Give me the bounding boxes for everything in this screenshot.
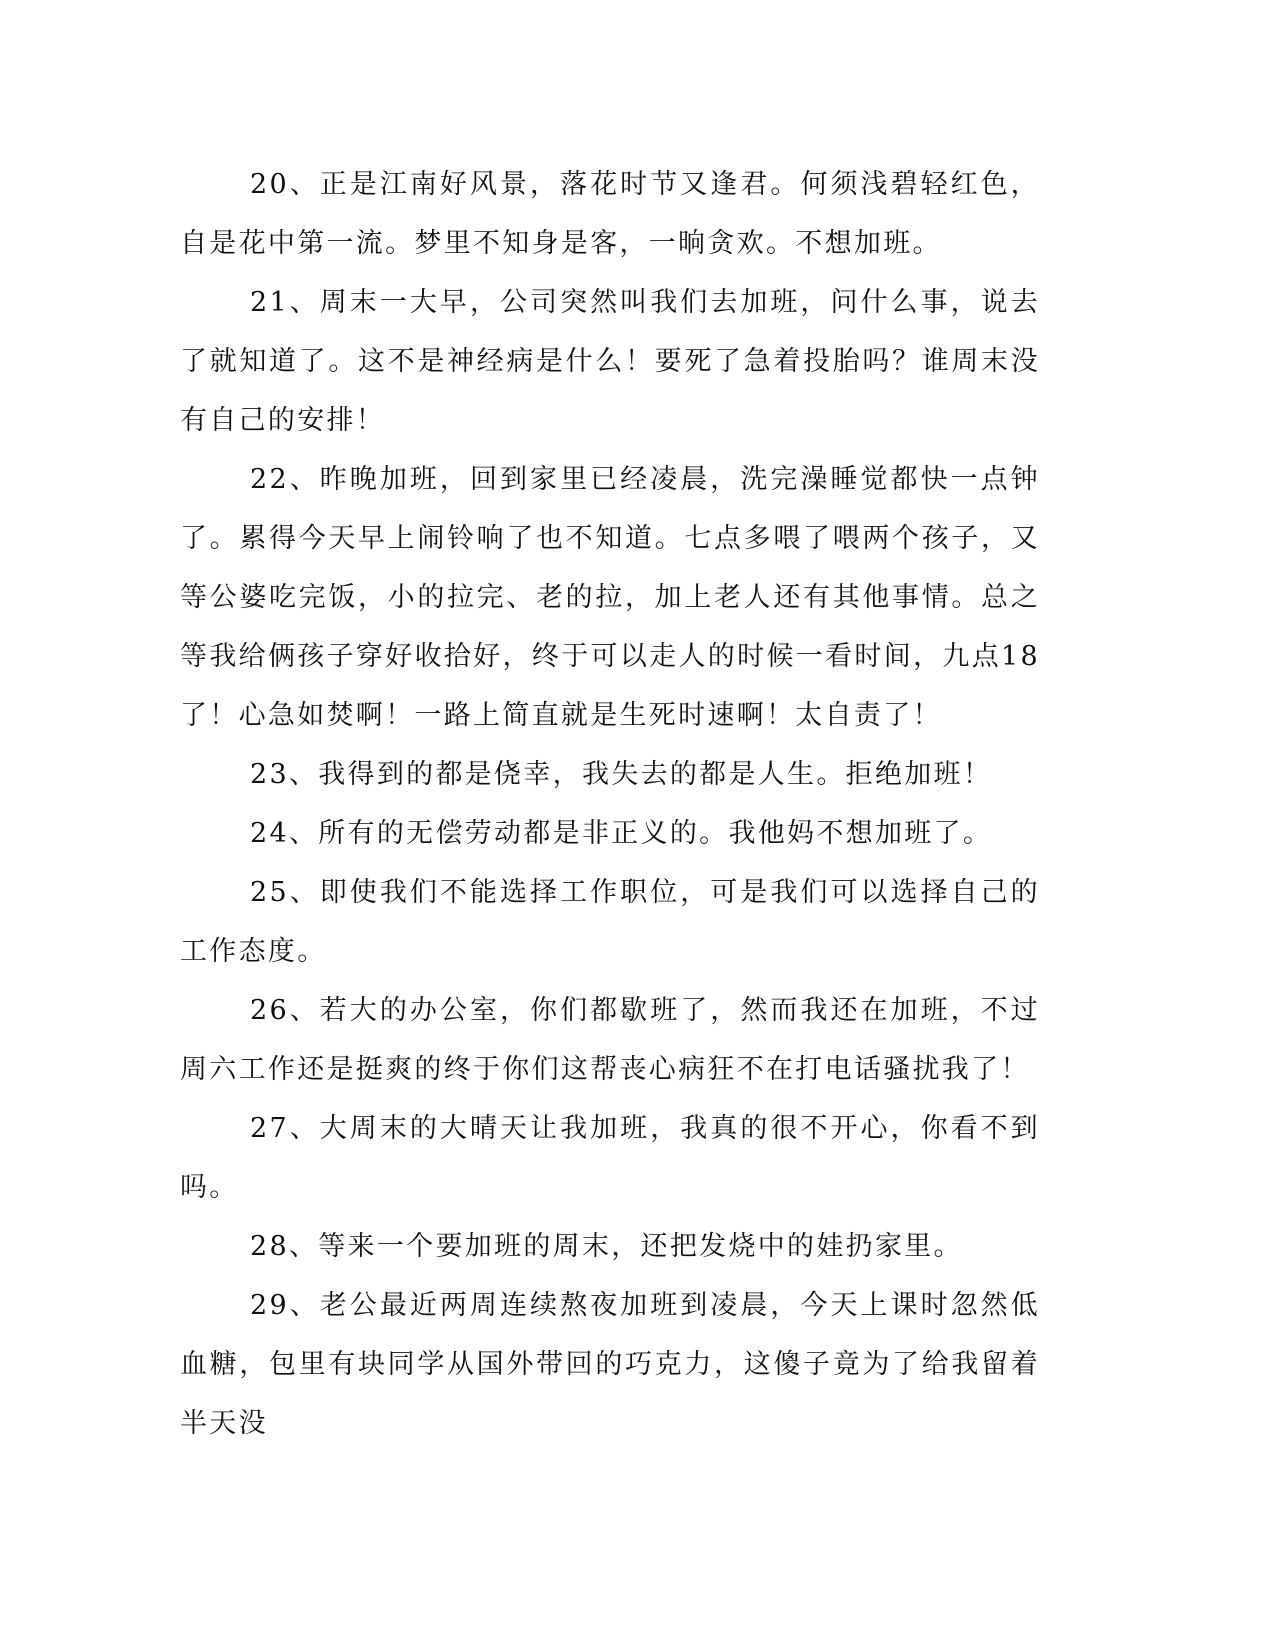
document-body [180, 155, 1040, 1453]
paragraph-23: 23、我得到的都是侥幸，我失去的都是人生。拒绝加班！ [250, 759, 993, 790]
paragraph-27: 27、大周末的大晴天让我加班，我真的很不开心，你看不到吗。 [180, 1113, 1040, 1203]
paragraph-26: 26、若大的办公室，你们都歇班了，然而我还在加班，不过周六工作还是挺爽的终于你们这帮丧心病狂不在打电话骚扰我了！ [180, 995, 1040, 1085]
paragraph-29: 29、老公最近两周连续熬夜加班到凌晨，今天上课时忽然低血糖，包里有块同学从国外带回的巧克力，这傻子竟为了给我留着半天没 [180, 1290, 1040, 1439]
paragraph-25: 25、即使我们不能选择工作职位，可是我们可以选择自己的工作态度。 [180, 877, 1040, 967]
paragraph-22: 22、昨晚加班，回到家里已经凌晨，洗完澡睡觉都快一点钟了。累得今天早上闹铃响了也不知道。七点多喂了喂两个孩子，又等公婆吃完饭，小的拉完、老的拉，加上老人还有其他事情。总之等我给俩孩子穿好收拾好，终于可以走人的时候一看时间，九点18了！心急如焚啊！一路上简直就是生死时速啊！太自责了！ [180, 464, 1040, 731]
paragraph-20: 20、正是江南好风景，落花时节又逢君。何须浅碧轻红色，自是花中第一流。梦里不知身是客，一晌贪欢。不想加班。 [180, 169, 1040, 259]
paragraph-28: 28、等来一个要加班的周末，还把发烧中的娃扔家里。 [250, 1231, 963, 1262]
paragraph-21: 21、周末一大早，公司突然叫我们去加班，问什么事，说去了就知道了。这不是神经病是什么！要死了急着投胎吗？谁周末没有自己的安排！ [180, 287, 1040, 436]
paragraph-24: 24、所有的无偿劳动都是非正义的。我他妈不想加班了。 [250, 818, 993, 849]
